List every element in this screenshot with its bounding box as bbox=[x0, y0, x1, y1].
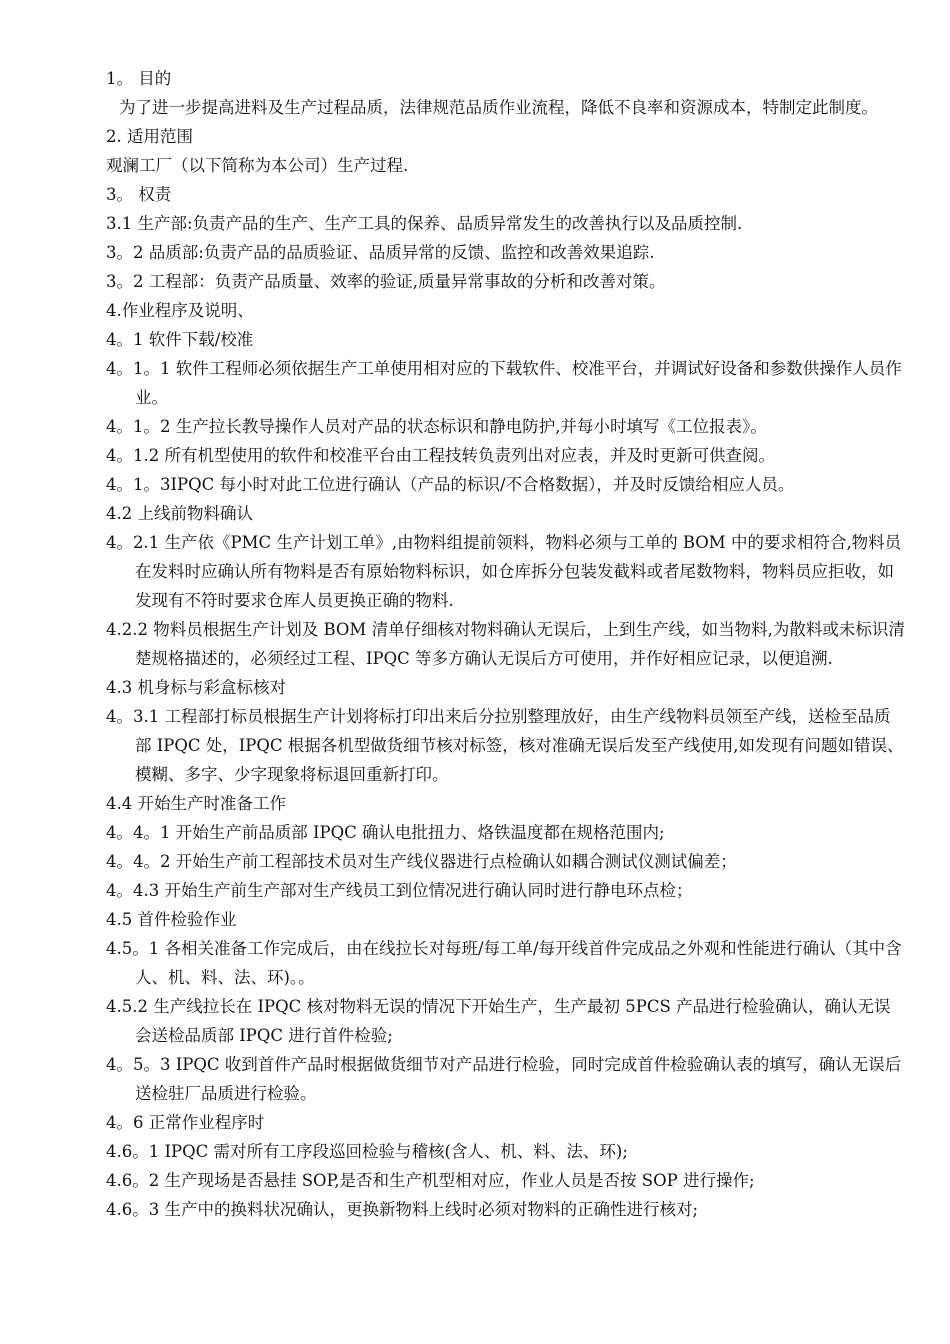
body-paragraph: 4.6。3 生产中的换料状况确认，更换新物料上线时必须对物料的正确性进行核对; bbox=[106, 1200, 699, 1219]
body-paragraph: 3。2 工程部：负责产品质量、效率的验证,质量异常事故的分析和改善对策。 bbox=[106, 272, 666, 291]
section-heading: 3。 权责 bbox=[106, 185, 172, 204]
section-heading: 4.2 上线前物料确认 bbox=[106, 504, 253, 523]
body-paragraph: 4。3.1 工程部打标员根据生产计划将标打印出来后分拉别整理放好，由生产线物料员领至产线，送检至品质部 IPQC 处，IPQC 根据各机型做货细节核对标签，核对准确无误后发至产线使用,如发现有问题如错误、模糊、多字、少字现象将标退回重新打印。 bbox=[106, 707, 904, 784]
body-paragraph: 观澜工厂（以下简称为本公司）生产过程. bbox=[106, 156, 409, 175]
section-heading: 4.4 开始生产时准备工作 bbox=[106, 794, 286, 813]
body-paragraph: 4。4。2 开始生产前工程部技术员对生产线仪器进行点检确认如耦合测试仪测试偏差； bbox=[106, 852, 737, 871]
body-paragraph: 4。1。1 软件工程师必须依据生产工单使用相对应的下载软件、校准平台，并调试好设备和参数供操作人员作业。 bbox=[106, 359, 902, 407]
body-paragraph: 4.5.2 生产线拉长在 IPQC 核对物料无误的情况下开始生产，生产最初 5PCS 产品进行检验确认，确认无误会送检品质部 IPQC 进行首件检验; bbox=[106, 997, 891, 1045]
section-heading: 4。6 正常作业程序时 bbox=[106, 1113, 265, 1132]
section-heading: 4。1 软件下载/校准 bbox=[106, 330, 254, 349]
body-paragraph: 4.5。1 各相关准备工作完成后，由在线拉长对每班/每工单/每开线首件完成品之外观和性能进行确认（其中含人、机、料、法、环)。。 bbox=[106, 939, 902, 987]
body-paragraph: 4。1。2 生产拉长教导操作人员对产品的状态标识和静电防护,并每小时填写《工位报表》。 bbox=[106, 417, 767, 436]
body-paragraph: 为了进一步提高进料及生产过程品质，法律规范品质作业流程，降低不良率和资源成本，特制定此制度。 bbox=[119, 98, 878, 117]
body-paragraph: 4.6。1 IPQC 需对所有工序段巡回检验与稽核(含人、机、料、法、环); bbox=[106, 1142, 628, 1161]
body-paragraph: 4。2.1 生产依《PMC 生产计划工单》,由物料组提前领料，物料必须与工单的 BOM 中的要求相符合,物料员在发料时应确认所有物料是否有原始物料标识，如仓库拆分包装发截料或者尾数物料，物料员应拒收，如发现有不符时要求仓库人员更换正确的物料. bbox=[106, 533, 902, 610]
body-paragraph: 4。1.2 所有机型使用的软件和校准平台由工程技转负责列出对应表，并及时更新可供查阅。 bbox=[106, 446, 775, 465]
section-heading: 4.5 首件检验作业 bbox=[106, 910, 237, 929]
body-paragraph: 3.1 生产部:负责产品的生产、生产工具的保养、品质异常发生的改善执行以及品质控制. bbox=[106, 214, 743, 233]
body-paragraph: 4。4.3 开始生产前生产部对生产线员工到位情况进行确认同时进行静电环点检； bbox=[106, 881, 693, 900]
section-heading: 4.3 机身标与彩盒标核对 bbox=[106, 678, 286, 697]
section-heading: 4.作业程序及说明、 bbox=[106, 301, 254, 320]
body-paragraph: 4.6。2 生产现场是否悬挂 SOP,是否和生产机型相对应，作业人员是否按 SOP 进行操作; bbox=[106, 1171, 755, 1190]
document-body bbox=[106, 64, 906, 1224]
body-paragraph: 4。4。1 开始生产前品质部 IPQC 确认电批扭力、烙铁温度都在规格范围内; bbox=[106, 823, 665, 842]
body-paragraph: 4。1。3IPQC 每小时对此工位进行确认（产品的标识/不合格数据），并及时反馈给相应人员。 bbox=[106, 475, 795, 494]
body-paragraph: 3。2 品质部:负责产品的品质验证、品质异常的反馈、监控和改善效果追踪. bbox=[106, 243, 655, 262]
section-heading: 2. 适用范围 bbox=[106, 127, 193, 146]
section-heading: 1。 目的 bbox=[106, 69, 172, 88]
body-paragraph: 4.2.2 物料员根据生产计划及 BOM 清单仔细核对物料确认无误后，上到生产线，如当物料,为散料或未标识清楚规格描述的，必须经过工程、IPQC 等多方确认无误后方可使用，并作好相应记录，以便追溯. bbox=[106, 620, 905, 668]
body-paragraph: 4。5。3 IPQC 收到首件产品时根据做货细节对产品进行检验，同时完成首件检验确认表的填写，确认无误后送检驻厂品质进行检验。 bbox=[106, 1055, 902, 1103]
